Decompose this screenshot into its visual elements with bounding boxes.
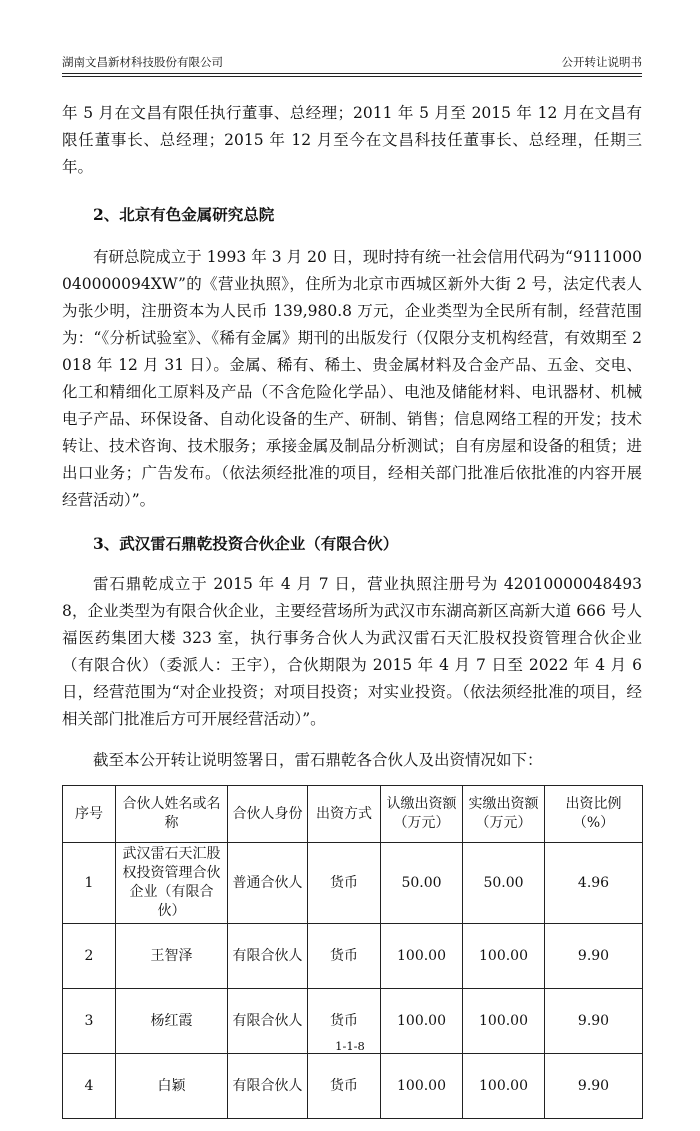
cell-ratio: 9.90 — [545, 989, 643, 1054]
cell-partner-name: 王智泽 — [116, 924, 228, 989]
cell-paid: 100.00 — [463, 1054, 545, 1119]
col-header-partner-name: 合伙人姓名或名称 — [116, 786, 228, 843]
cell-partner-role: 普通合伙人 — [228, 843, 308, 924]
cell-partner-name: 武汉雷石天汇股权投资管理合伙企业（有限合伙） — [116, 843, 228, 924]
cell-index: 4 — [63, 1054, 116, 1119]
cell-index: 3 — [63, 989, 116, 1054]
intro-paragraph: 年 5 月在文昌有限任执行董事、总经理；2011 年 5 月至 2015 年 12 月在文昌有限任董事长、总经理；2015 年 12 月至今在文昌科技任董事长、总经理，任期三年。 — [62, 104, 642, 176]
cell-paid: 50.00 — [463, 843, 545, 924]
cell-partner-name: 杨红霞 — [116, 989, 228, 1054]
cell-partner-role: 有限合伙人 — [228, 989, 308, 1054]
col-header-ratio: 出资比例（%） — [545, 786, 643, 843]
page-number: 1-1-8 — [335, 1039, 365, 1053]
table-row — [63, 843, 643, 924]
cell-subscribed: 100.00 — [381, 989, 463, 1054]
table-row — [63, 924, 643, 989]
cell-subscribed: 50.00 — [381, 843, 463, 924]
cell-subscribed: 100.00 — [381, 1054, 463, 1119]
header-company: 湖南文昌新材科技股份有限公司 — [62, 55, 223, 69]
cell-index: 1 — [63, 843, 116, 924]
cell-index: 2 — [63, 924, 116, 989]
col-header-subscribed: 认缴出资额（万元） — [381, 786, 463, 843]
cell-partner-name: 白颖 — [116, 1054, 228, 1119]
cell-subscribed: 100.00 — [381, 924, 463, 989]
col-header-contribution-method: 出资方式 — [308, 786, 381, 843]
table-row — [63, 1054, 643, 1119]
cell-method: 货币 — [308, 989, 381, 1054]
cell-method: 货币 — [308, 924, 381, 989]
header-doc-type: 公开转让说明书 — [561, 55, 642, 69]
section-3-paragraph: 雷石鼎乾成立于 2015 年 4 月 7 日，营业执照注册号为 420100000484938，企业类型为有限合伙企业，主要经营场所为武汉市东湖高新区高新大道 666 号人福医药集团大楼 323 室，执行事务合伙人为武汉雷石天汇股权投资管理合伙企业（有限合伙）（委派人：王宇），合伙期限为 2015 年 4 月 7 日至 2022 年 4 月 6 日，经营范围为“对企业投资；对项目投资；对实业投资。（依法须经批准的项目，经相关部门批准后方可开展经营活动）”。 — [62, 575, 642, 728]
cell-ratio: 9.90 — [545, 1054, 643, 1119]
cell-ratio: 9.90 — [545, 924, 643, 989]
cell-method: 货币 — [308, 843, 381, 924]
cell-method: 货币 — [308, 1054, 381, 1119]
cell-partner-role: 有限合伙人 — [228, 1054, 308, 1119]
cell-paid: 100.00 — [463, 989, 545, 1054]
col-header-paid: 实缴出资额（万元） — [463, 786, 545, 843]
cell-paid: 100.00 — [463, 924, 545, 989]
section-2-paragraph: 有研总院成立于 1993 年 3 月 20 日，现时持有统一社会信用代码为“9111000040000094XW”的《营业执照》，住所为北京市西城区新外大街 2 号，法定代表人为张少明，注册资本为人民币 139,980.8 万元，企业类型为全民所有制，经营范围为：“《分析试验室》、《稀有金属》期刊的出版发行（仅限分支机构经营，有效期至 2018 年 12 月 31 日）。金属、稀有、稀土、贵金属材料及合金产品、五金、交电、化工和精细化工原料及产品（不含危险化学品）、电池及储能材料、电讯器材、机械电子产品、环保设备、自动化设备的生产、研制、销售；信息网络工程的开发；技术转让、技术咨询、技术服务；承接金属及制品分析测试；自有房屋和设备的租赁；进出口业务；广告发布。（依法须经批准的项目，经相关部门批准后依批准的内容开展经营活动）”。 — [62, 248, 642, 509]
table-intro: 截至本公开转让说明签署日，雷石鼎乾各合伙人及出资情况如下： — [93, 751, 543, 769]
section-2-heading: 2、北京有色金属研究总院 — [93, 205, 275, 224]
section-3-heading: 3、武汉雷石鼎乾投资合伙企业（有限合伙） — [93, 534, 399, 553]
table-header-row — [63, 786, 643, 843]
col-header-index: 序号 — [63, 786, 116, 843]
cell-partner-role: 有限合伙人 — [228, 924, 308, 989]
cell-ratio: 4.96 — [545, 843, 643, 924]
page-header — [62, 54, 642, 74]
partners-table — [62, 785, 643, 1119]
col-header-partner-role: 合伙人身份 — [228, 786, 308, 843]
document-body — [62, 100, 642, 1119]
